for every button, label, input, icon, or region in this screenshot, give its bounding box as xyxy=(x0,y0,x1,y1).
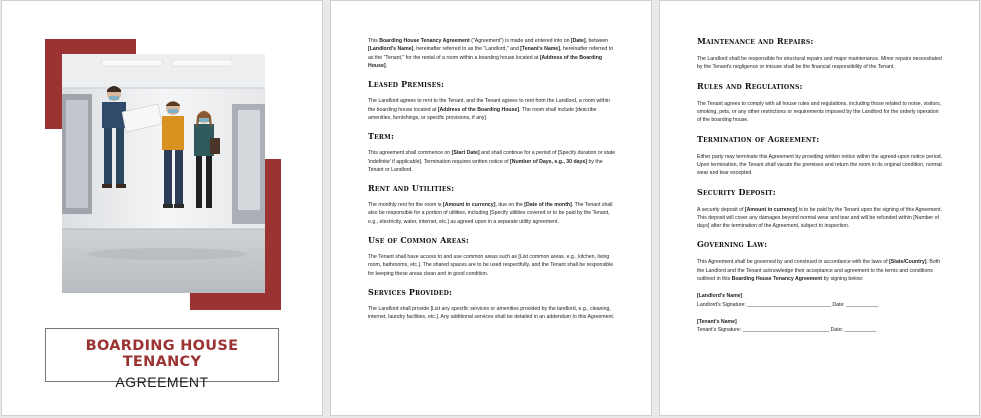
heading-termination: Termination of Agreement: xyxy=(697,133,820,144)
rent-paragraph: The monthly rent for the room is [Amount in currency], due on the [Date of the month]. The Tenant shall also be responsible for a portion of utilities, including [Specify utilities covered or to be paid by the Tenant, e.g., electricity, water, internet, etc.] as agreed upon in a separate utility agreement. xyxy=(368,202,613,225)
heading-term: Term: xyxy=(368,131,395,142)
agreement-page-2 xyxy=(659,0,980,416)
heading-common-areas: Use of Common Areas: xyxy=(368,235,470,246)
landlord-signature-line: Landlord's Signature: _____________________________ Date: ___________ xyxy=(697,301,878,308)
cover-title: BOARDING HOUSE TENANCY xyxy=(85,338,239,370)
agreement-page-1 xyxy=(330,0,652,416)
deposit-paragraph: A security deposit of [Amount in currency] is to be paid by the Tenant upon the signing of this Agreement. This deposit will cover any damages beyond normal wear and tear and will be refunded within [Number of days] after the termination of the Agreement, subject to inspection. xyxy=(697,206,943,230)
cover-page xyxy=(1,0,323,416)
landlord-name: [Landlord's Name] xyxy=(697,293,743,300)
heading-security-deposit: Security Deposit: xyxy=(697,186,776,197)
governing-law-paragraph: This Agreement shall be governed by and construed in accordance with the laws of [State/Country]. Both the Landlord and the Tenant acknowledge their acceptance and agreement to the terms and conditions outlined in this Boarding House Tenancy Agreement by signing below: xyxy=(697,259,941,283)
services-paragraph: The Landlord shall provide [List any specific services or amenities provided by the landlord, e.g., cleaning, internet, laundry facilities, etc.]. Any additional services shall be detailed in an addendum to this Agreement. xyxy=(368,306,615,321)
heading-leased-premises: Leased Premises: xyxy=(368,79,445,90)
cover-title-box xyxy=(45,328,279,390)
common-areas-paragraph: The Tenant shall have access to and use common areas such as [List common areas, e.g., kitchen, living room, bathrooms, etc.]. The shared spaces are to be used respectfully, and the Tenant shall be responsible for keeping these areas clean and in good condition. xyxy=(368,254,614,277)
heading-governing-law: Governing Law: xyxy=(697,239,768,250)
landlord-signature-block xyxy=(697,292,943,309)
heading-services: Services Provided: xyxy=(368,287,453,297)
tenant-signature-line: Tenant's Signature: ______________________________ Date: ___________ xyxy=(697,327,877,334)
intro-paragraph: This Boarding House Tenancy Agreement ("Agreement") is made and entered into on [Date], between [Landlord's Name], hereinafter referred to as the "Landlord," and [Tenant's Name], hereinafter referred to as the "Tenant," for the rental of a room within a boarding house located at [Address of the Boarding House]. xyxy=(368,38,614,69)
tenant-signature-block xyxy=(697,318,943,335)
tenant-name: [Tenant's Name] xyxy=(697,319,737,325)
term-paragraph: This agreement shall commence on [Start Date] and shall continue for a period of [Specify duration or state 'indefinite' if applicable]. Termination requires written notice of [Number of Days, e.g., 30 days] by the Tenant or Landlord. xyxy=(368,150,616,173)
maintenance-paragraph: The Landlord shall be responsible for structural repairs and major maintenance. Minor repairs necessitated by the Tenant's negligence or misuse shall be the financial responsibility of the Tenant. xyxy=(697,56,942,71)
leased-premises-paragraph: The Landlord agrees to rent to the Tenant, and the Tenant agrees to rent from the Landlord, a room within the boarding house located at [Address of the Boarding House]. The room shall include [describe amenities, furnishings, or specific provisions, if any]. xyxy=(368,98,610,121)
rules-paragraph: The Tenant agrees to comply with all house rules and regulations, including those related to noise, visitors, smoking, pets, or any other restrictions or requirements imposed by the Landlord for the orderly operation of the boarding house. xyxy=(697,100,942,124)
termination-paragraph: Either party may terminate this Agreement by providing written notice within the agreed-upon notice period. Upon termination, the Tenant shall vacate the premises and return the room in its original condition, normal wear and tear excepted. xyxy=(697,153,943,177)
cover-photo xyxy=(62,54,265,293)
heading-maintenance: Maintenance and Repairs: xyxy=(697,36,814,46)
cover-subtitle: AGREEMENT xyxy=(115,374,209,390)
heading-rules: Rules and Regulations: xyxy=(697,80,803,91)
heading-rent-utilities: Rent and Utilities: xyxy=(368,183,455,194)
